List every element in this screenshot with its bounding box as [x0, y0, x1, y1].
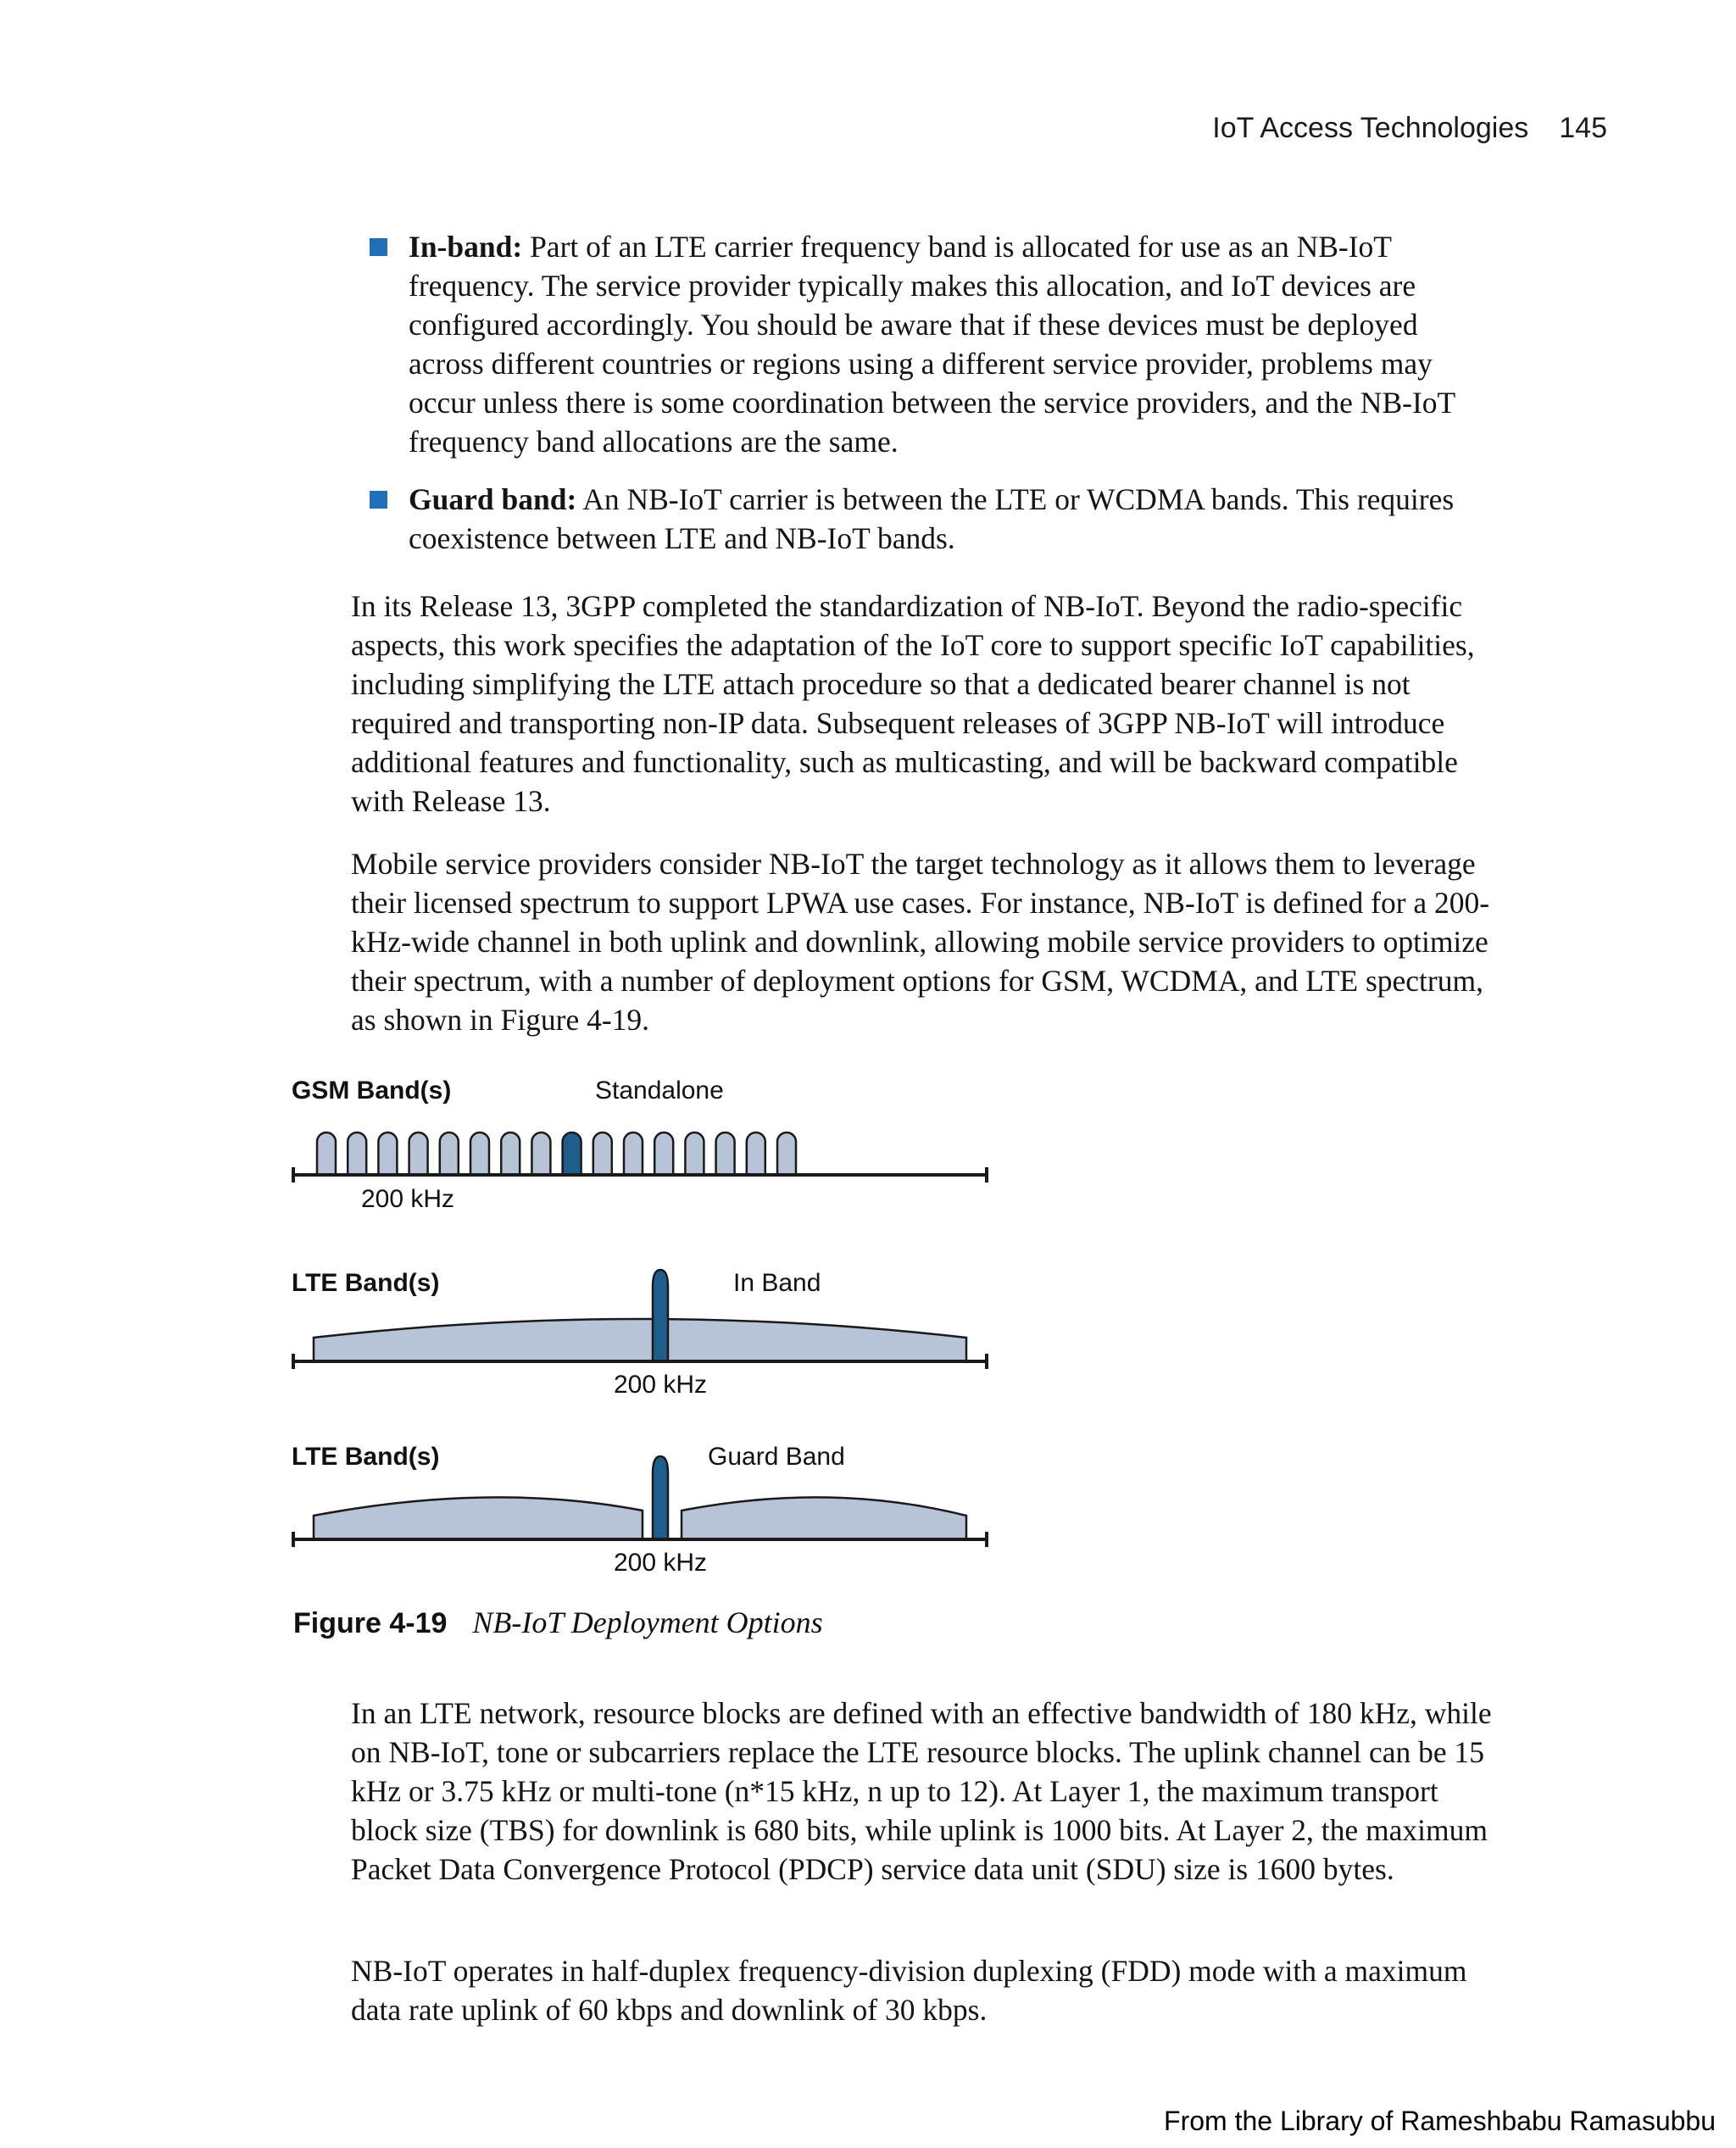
- gsm-channel: [531, 1132, 550, 1175]
- bullet-in-band: [366, 227, 1494, 461]
- paragraph-text: Mobile service providers consider NB-IoT the target technology as it allows them to leverage their licensed spectrum to support LPWA use cases. For instance, NB-IoT is defined for a 200-kHz-wide channel in both uplink and downlink, allowing mobile service providers to optimize their spectrum, with a number of deployment options for GSM, WCDMA, and LTE spectrum, as shown in Figure 4-19.: [351, 847, 1490, 1037]
- gsm-channel: [470, 1132, 489, 1175]
- gsm-channel: [501, 1132, 520, 1175]
- bullet-guard-band: [366, 480, 1494, 558]
- paragraph-fdd: [351, 1951, 1504, 2029]
- paragraph-resource-blocks: [351, 1694, 1504, 1889]
- gsm-channel: [409, 1132, 428, 1175]
- figure-nb-iot-deployment: [288, 1077, 1034, 1585]
- standalone-label: Standalone: [595, 1077, 724, 1105]
- gsm-channel: [317, 1132, 336, 1175]
- bullet-list: [366, 227, 1494, 576]
- gsm-channel: [777, 1132, 796, 1175]
- section-title: IoT Access Technologies: [1212, 112, 1529, 144]
- gsm-band-label: GSM Band(s): [292, 1077, 452, 1105]
- page-number: 145: [1559, 112, 1607, 144]
- gsm-channel: [654, 1132, 673, 1175]
- running-header: [1212, 112, 1607, 145]
- bullet-text: An NB-IoT carrier is between the LTE or WCDMA bands. This requires coexistence between LTE and NB-IoT bands.: [409, 482, 1455, 555]
- lte-carrier-band-right: [682, 1497, 966, 1539]
- in-band-label: In Band: [733, 1269, 821, 1297]
- bullet-term: In-band:: [409, 230, 523, 264]
- lte-carrier-band: [314, 1319, 966, 1361]
- bullet-square-icon: [370, 238, 387, 256]
- lte-band-label-guard: LTE Band(s): [292, 1443, 440, 1471]
- lte-band-label-inband: LTE Band(s): [292, 1269, 440, 1297]
- figure-diagram: [288, 1077, 1034, 1585]
- guard-band-label: Guard Band: [708, 1443, 845, 1471]
- paragraph-text: NB-IoT operates in half-duplex frequency-division duplexing (FDD) mode with a maximum data rate uplink of 60 kbps and downlink of 30 kbps.: [351, 1954, 1467, 2027]
- gsm-channel: [716, 1132, 735, 1175]
- paragraph-text: In its Release 13, 3GPP completed the standardization of NB-IoT. Beyond the radio-specific aspects, this work specifies the adaptation of the IoT core to support specific IoT capabilities, including simplifying the LTE attach procedure so that a dedicated bearer channel is not required and transporting non-IP data. Subsequent releases of 3GPP NB-IoT will introduce additional features and functionality, such as multicasting, and will be backward compatible with Release 13.: [351, 589, 1475, 818]
- paragraph-release-13: [351, 587, 1504, 821]
- bullet-term: Guard band:: [409, 482, 577, 516]
- nbiot-standalone-channel: [563, 1132, 581, 1175]
- bullet-square-icon: [370, 491, 387, 509]
- width-label-guard: 200 kHz: [614, 1549, 708, 1577]
- figure-title: NB-IoT Deployment Options: [472, 1605, 823, 1639]
- figure-caption: [293, 1605, 823, 1640]
- gsm-channel: [378, 1132, 397, 1175]
- gsm-channel: [440, 1132, 459, 1175]
- nbiot-inband-carrier: [653, 1270, 668, 1361]
- width-label-standalone: 200 kHz: [361, 1185, 455, 1213]
- paragraph-spectrum: [351, 844, 1504, 1039]
- bullet-text: Part of an LTE carrier frequency band is allocated for use as an NB-IoT frequency. The service provider typically makes this allocation, and IoT devices are configured accordingly. You should be aware that if these devices must be deployed across different countries or regions using a different service provider, problems may occur unless there is some coordination between the service providers, and the NB-IoT frequency band allocations are the same.: [409, 230, 1455, 459]
- lte-carrier-band-left: [314, 1497, 643, 1539]
- width-label-inband: 200 kHz: [614, 1371, 708, 1399]
- gsm-channel: [747, 1132, 765, 1175]
- paragraph-text: In an LTE network, resource blocks are defined with an effective bandwidth of 180 kHz, while on NB-IoT, tone or subcarriers replace the LTE resource blocks. The uplink channel can be 15 kHz or 3.75 kHz or multi-tone (n*15 kHz, n up to 12). At Layer 1, the maximum transport block size (TBS) for downlink is 680 bits, while uplink is 1000 bits. At Layer 2, the maximum Packet Data Convergence Protocol (PDCP) service data unit (SDU) size is 1600 bytes.: [351, 1696, 1492, 1886]
- nbiot-guardband-carrier: [653, 1456, 668, 1539]
- gsm-channel: [624, 1132, 643, 1175]
- footer-library: From the Library of Rameshbabu Ramasubbu: [1164, 2106, 1716, 2136]
- gsm-channel: [348, 1132, 366, 1175]
- gsm-channel: [593, 1132, 612, 1175]
- figure-number: Figure 4-19: [293, 1607, 448, 1639]
- gsm-channel: [685, 1132, 704, 1175]
